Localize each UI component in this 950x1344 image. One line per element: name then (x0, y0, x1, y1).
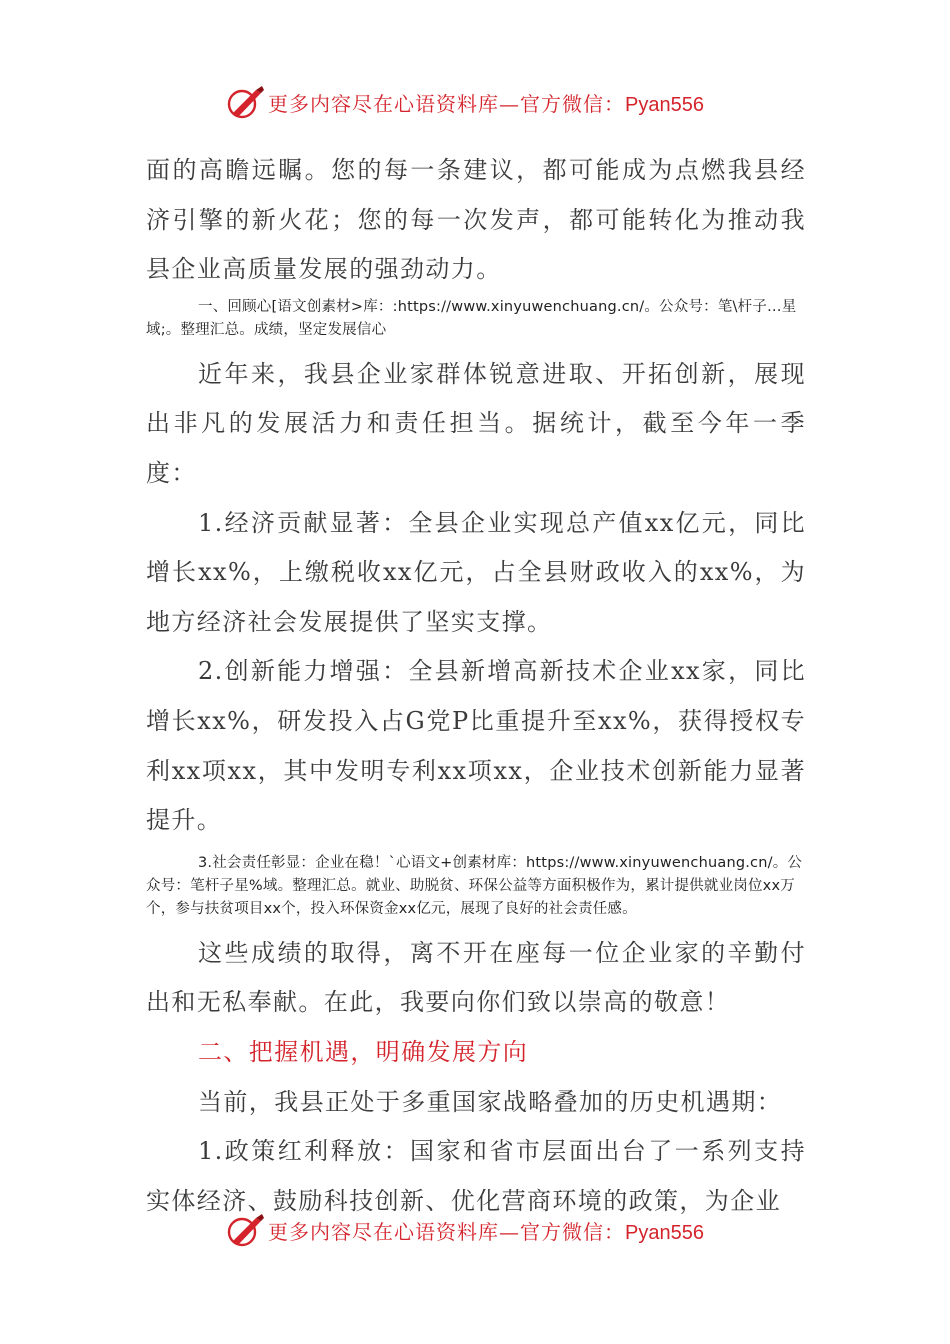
section-heading: 二、把握机遇，明确发展方向 (198, 1037, 529, 1066)
header-banner (0, 84, 950, 124)
paragraph: 1.政策红利释放：国家和省市层面出台了一系列支持实体经济、鼓励科技创新、优化营商环境的政策，为企业 (146, 1137, 806, 1215)
paragraph: 这些成绩的取得，离不开在座每一位企业家的辛勤付出和无私奉献。在此，我要向你们致以崇高的敬意！ (146, 938, 806, 1017)
paragraph: 1.经济贡献显著：全县企业实现总产值xx亿元，同比增长xx%，上缴税收xx亿元，占全县财政收入的xx%，为地方经济社会发展提供了坚实支撑。 (146, 508, 806, 636)
header-banner-text (268, 88, 704, 117)
watermarked-heading-paragraph: 一、回顾心[语文创素材>库：:https://www.xinyuwenchuang.cn/。公众号：笔\杆子…星域;。整理汇总。成绩，坚定发展信心 (146, 298, 797, 338)
paragraph: 当前，我县正处于多重国家战略叠加的历史机遇期： (198, 1087, 783, 1116)
watermarked-paragraph: 3.社会责任彰显：企业在稳！`心语文+创素材库：https://www.xinyuwenchuang.cn/。公众号：笔杆子星%域。整理汇总。就业、助脱贫、环保公益等方面积极作为，累计提供就业岗位xx万个，参与扶贫项目xx个，投入环保资金xx亿元，展现了良好的社会责任感。 (146, 854, 803, 917)
pen-logo-icon (226, 1212, 266, 1250)
footer-banner-text (268, 1216, 704, 1245)
header-banner-label: 更多内容尽在心语资料库—官方微信： (268, 92, 625, 116)
footer-banner-label: 更多内容尽在心语资料库—官方微信： (268, 1220, 625, 1244)
pen-logo-icon (226, 84, 266, 122)
document-body (146, 146, 806, 1226)
footer-banner (0, 1212, 950, 1252)
header-banner-wechat-id: Pyan556 (625, 94, 704, 116)
paragraph: 面的高瞻远瞩。您的每一条建议，都可能成为点燃我县经济引擎的新火花；您的每一次发声，都可能转化为推动我县企业高质量发展的强劲动力。 (146, 156, 806, 284)
paragraph: 近年来，我县企业家群体锐意进取、开拓创新，展现出非凡的发展活力和责任担当。据统计，截至今年一季度： (146, 359, 806, 487)
footer-banner-wechat-id: Pyan556 (625, 1222, 704, 1244)
paragraph: 2.创新能力增强：全县新增高新技术企业xx家，同比增长xx%，研发投入占G党P比重提升至xx%，获得授权专利xx项xx，其中发明专利xx项xx，企业技术创新能力显著提升。 (146, 657, 806, 835)
